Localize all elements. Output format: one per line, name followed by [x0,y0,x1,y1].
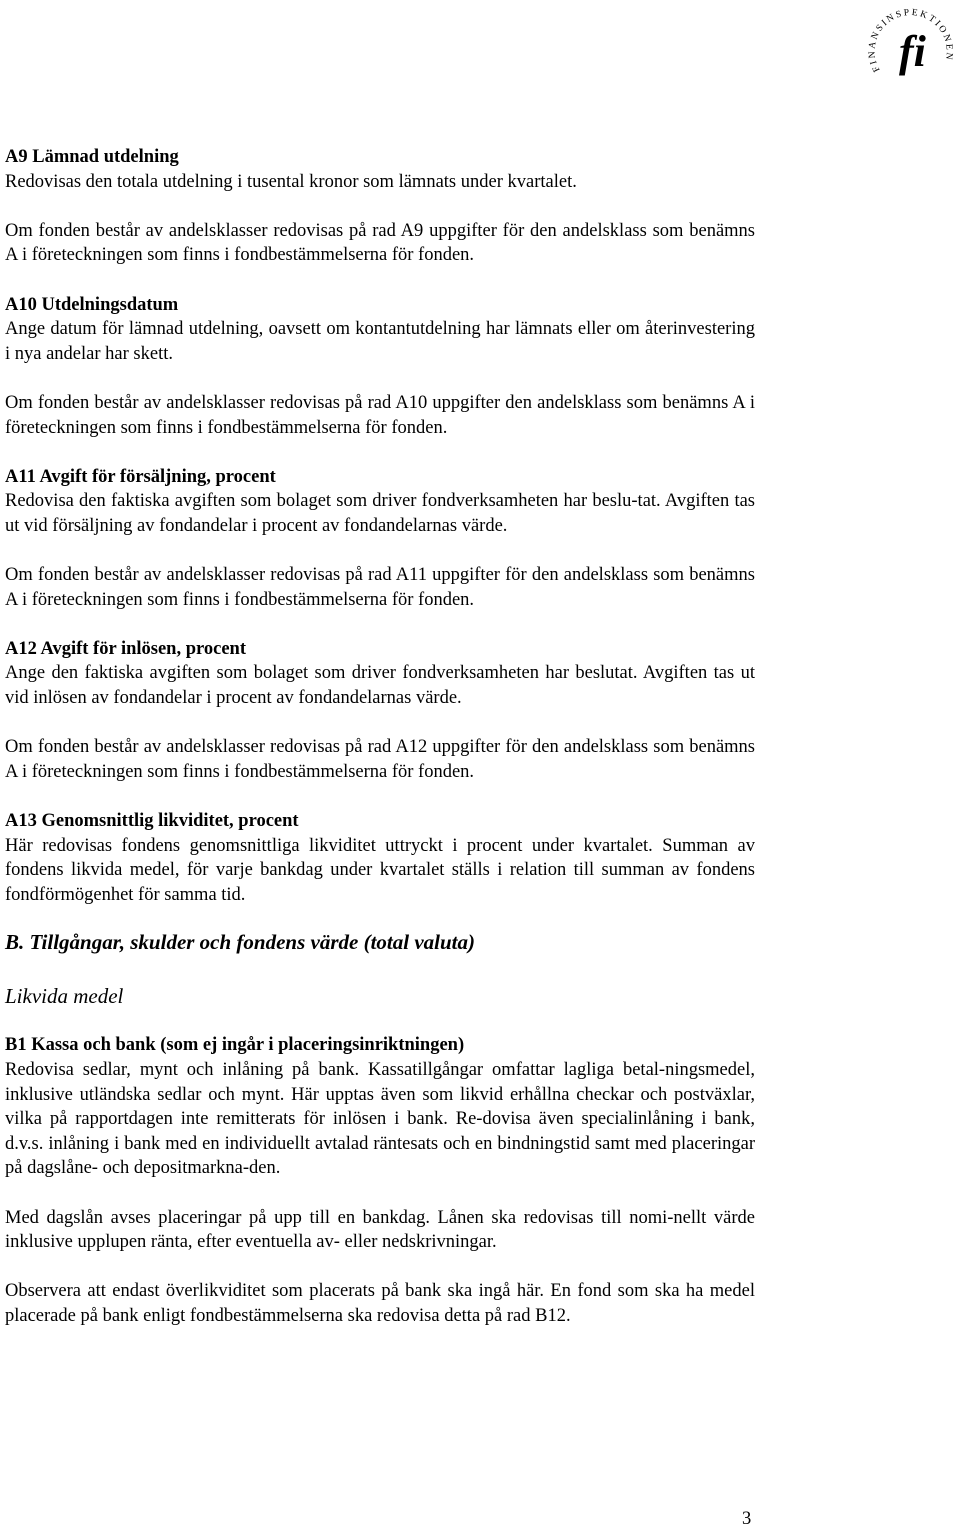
finansinspektionen-logo [866,0,960,92]
logo-ring-text: FINANSINSPEKTIONEN [867,7,954,74]
page-number: 3 [742,1509,752,1529]
heading-a11: A11 Avgift för försäljning, procent [5,466,276,487]
logo-monogram: fi [899,27,926,76]
b1-paragraph-2: Med dagslån avses placeringar på upp till en bankdag. Lånen ska redovisas till nomi-nellt värde inklusive upplupen ränta, efter eventuella av- eller nedskrivningar. [5,1207,755,1253]
heading-a13: A13 Genomsnittlig likviditet, procent [5,811,299,832]
a11-paragraph-2: Om fonden består av andelsklasser redovisas på rad A11 uppgifter för den andelsklass som benämns A i företeckningen som finns i fondbestämmelserna för fonden. [5,565,755,610]
b1-paragraph-1: Redovisa sedlar, mynt och inlåning på bank. Kassatillgångar omfattar lagliga betal-ningsmedel, inklusive utländska sedlar och mynt. Här upptas även som likvid erhållna checkar och postväxlar, vilka på rapportdagen inte remitterats för inlösen i bank. Re-dovisa även specialinlåning i bank, d.v.s. inlåning i bank med en individuellt avtalad räntesats och en bindningstid samt med placeringar på dagslåne- och depositmarkna-den. [5,1060,755,1179]
a10-paragraph-1: Ange datum för lämnad utdelning, oavsett om kontantutdelning har lämnats eller om återinvestering i nya andelar har skett. [5,319,755,364]
a12-paragraph-2: Om fonden består av andelsklasser redovisas på rad A12 uppgifter för den andelsklass som benämns A i företeckningen som finns i fondbestämmelserna för fonden. [5,737,755,782]
heading-a9: A9 Lämnad utdelning [5,147,179,167]
subheading-likvida-medel: Likvida medel [5,984,124,1009]
heading-section-b: B. Tillgångar, skulder och fondens värde (total valuta) [5,930,475,955]
heading-a12: A12 Avgift för inlösen, procent [5,638,247,659]
a13-paragraph-1: Här redovisas fondens genomsnittliga likviditet uttryckt i procent under kvartalet. Summan av fondens likvida medel, för varje bankdag under kvartalet ställs i relation till summan av fondens fondförmögenhet för samma tid. [5,835,755,905]
a10-paragraph-2: Om fonden består av andelsklasser redovisas på rad A10 uppgifter den andelsklass som benämns A i företeckningen som finns i fondbestämmelserna för fonden. [5,392,755,438]
a11-paragraph-1: Redovisa den faktiska avgiften som bolaget som driver fondverksamheten har beslu-tat. Avgiften tas ut vid försäljning av fondandelar i procent av fondandelarnas värde. [5,491,755,536]
document-body [5,145,755,1329]
heading-b1: B1 Kassa och bank (som ej ingår i placeringsinriktningen) [5,1035,465,1056]
b1-paragraph-3: Observera att endast överlikviditet som placerats på bank ska ingå här. En fond som ska ha medel placerade på bank enligt fondbestämmelserna ska redovisa detta på rad B12. [5,1281,755,1326]
a9-paragraph-1: Redovisas den totala utdelning i tusental kronor som lämnats under kvartalet. [5,171,577,192]
a12-paragraph-1: Ange den faktiska avgiften som bolaget som driver fondverksamheten har beslutat. Avgiften tas ut vid inlösen av fondandelar i procent av fondandelarnas värde. [5,663,755,709]
a9-paragraph-2: Om fonden består av andelsklasser redovisas på rad A9 uppgifter för den andelsklass som benämns A i företeckningen som finns i fondbestämmelserna för fonden. [5,220,755,266]
heading-a10: A10 Utdelningsdatum [5,294,179,315]
